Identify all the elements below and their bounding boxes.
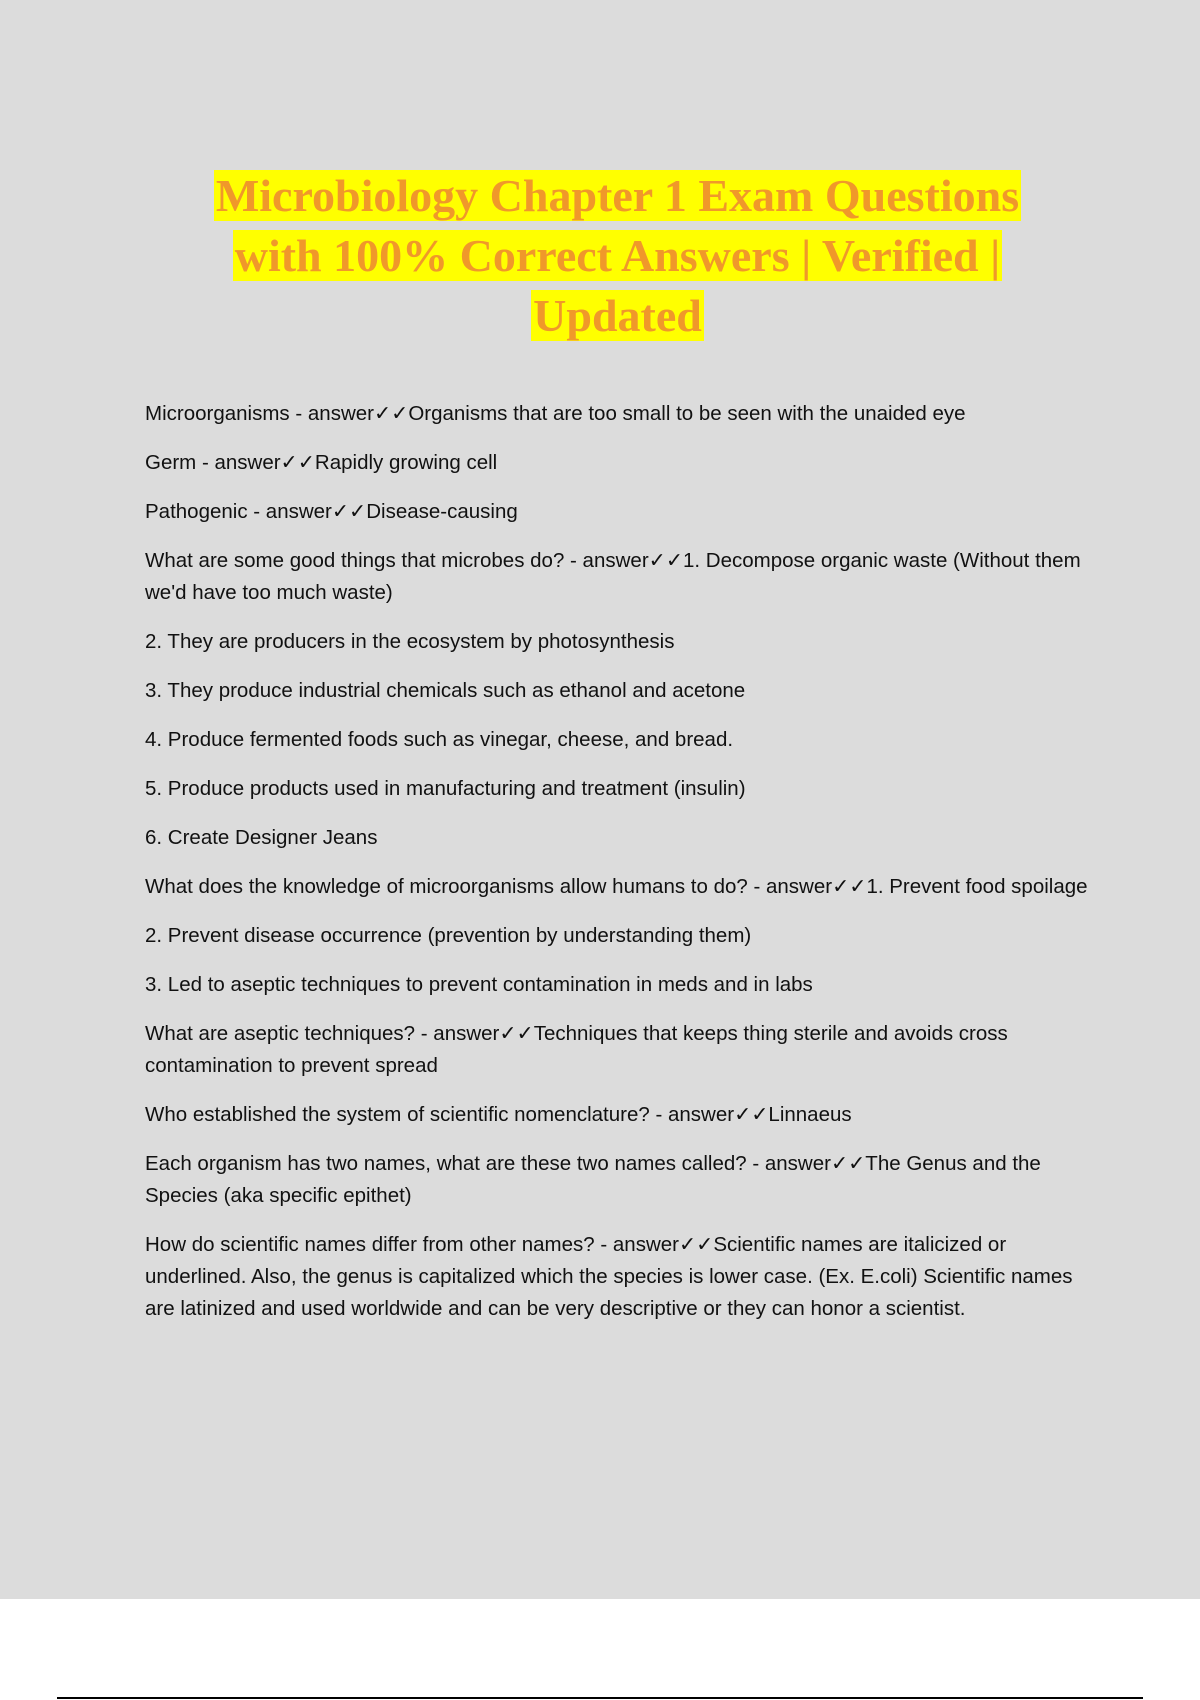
qa-item: 2. Prevent disease occurrence (prevention by understanding them) [145,924,752,947]
footer-divider [57,1697,1143,1699]
qa-item: Microorganisms - answer✓✓Organisms that are too small to be seen with the unaided eye [145,402,966,425]
title-line: with 100% Correct Answers | Verified | [234,230,1001,281]
title-line: Updated [533,290,702,341]
qa-item: 3. Led to aseptic techniques to prevent contamination in meds and in labs [145,973,813,996]
qa-item: 5. Produce products used in manufacturing and treatment (insulin) [145,777,746,800]
qa-item: What are some good things that microbes do? - answer✓✓1. Decompose organic waste (Without them we'd have too much waste) [145,549,1081,604]
qa-item: What does the knowledge of microorganisms allow humans to do? - answer✓✓1. Prevent food spoilage [145,875,1088,898]
qa-item: Pathogenic - answer✓✓Disease-causing [145,500,518,523]
title-line: Microbiology Chapter 1 Exam Questions [215,170,1020,221]
qa-item: 6. Create Designer Jeans [145,826,378,849]
document-title [150,166,1085,346]
qa-item: Each organism has two names, what are these two names called? - answer✓✓The Genus and the Species (aka specific epithet) [145,1152,1041,1207]
qa-item: 4. Produce fermented foods such as vinegar, cheese, and bread. [145,728,734,751]
qa-item: What are aseptic techniques? - answer✓✓Techniques that keeps thing sterile and avoids cross contamination to prevent spread [145,1022,1008,1077]
qa-item: How do scientific names differ from other names? - answer✓✓Scientific names are italicized or underlined. Also, the genus is capitalized which the species is lower case. (Ex. E.coli) Scientific names are latinized and used worldwide and can be very descriptive or they can honor a scientist. [145,1233,1073,1320]
qa-item: Who established the system of scientific nomenclature? - answer✓✓Linnaeus [145,1103,852,1126]
qa-item: 3. They produce industrial chemicals such as ethanol and acetone [145,679,746,702]
qa-item: Germ - answer✓✓Rapidly growing cell [145,451,498,474]
qa-item: 2. They are producers in the ecosystem by photosynthesis [145,630,675,653]
qa-list [145,398,1105,1342]
